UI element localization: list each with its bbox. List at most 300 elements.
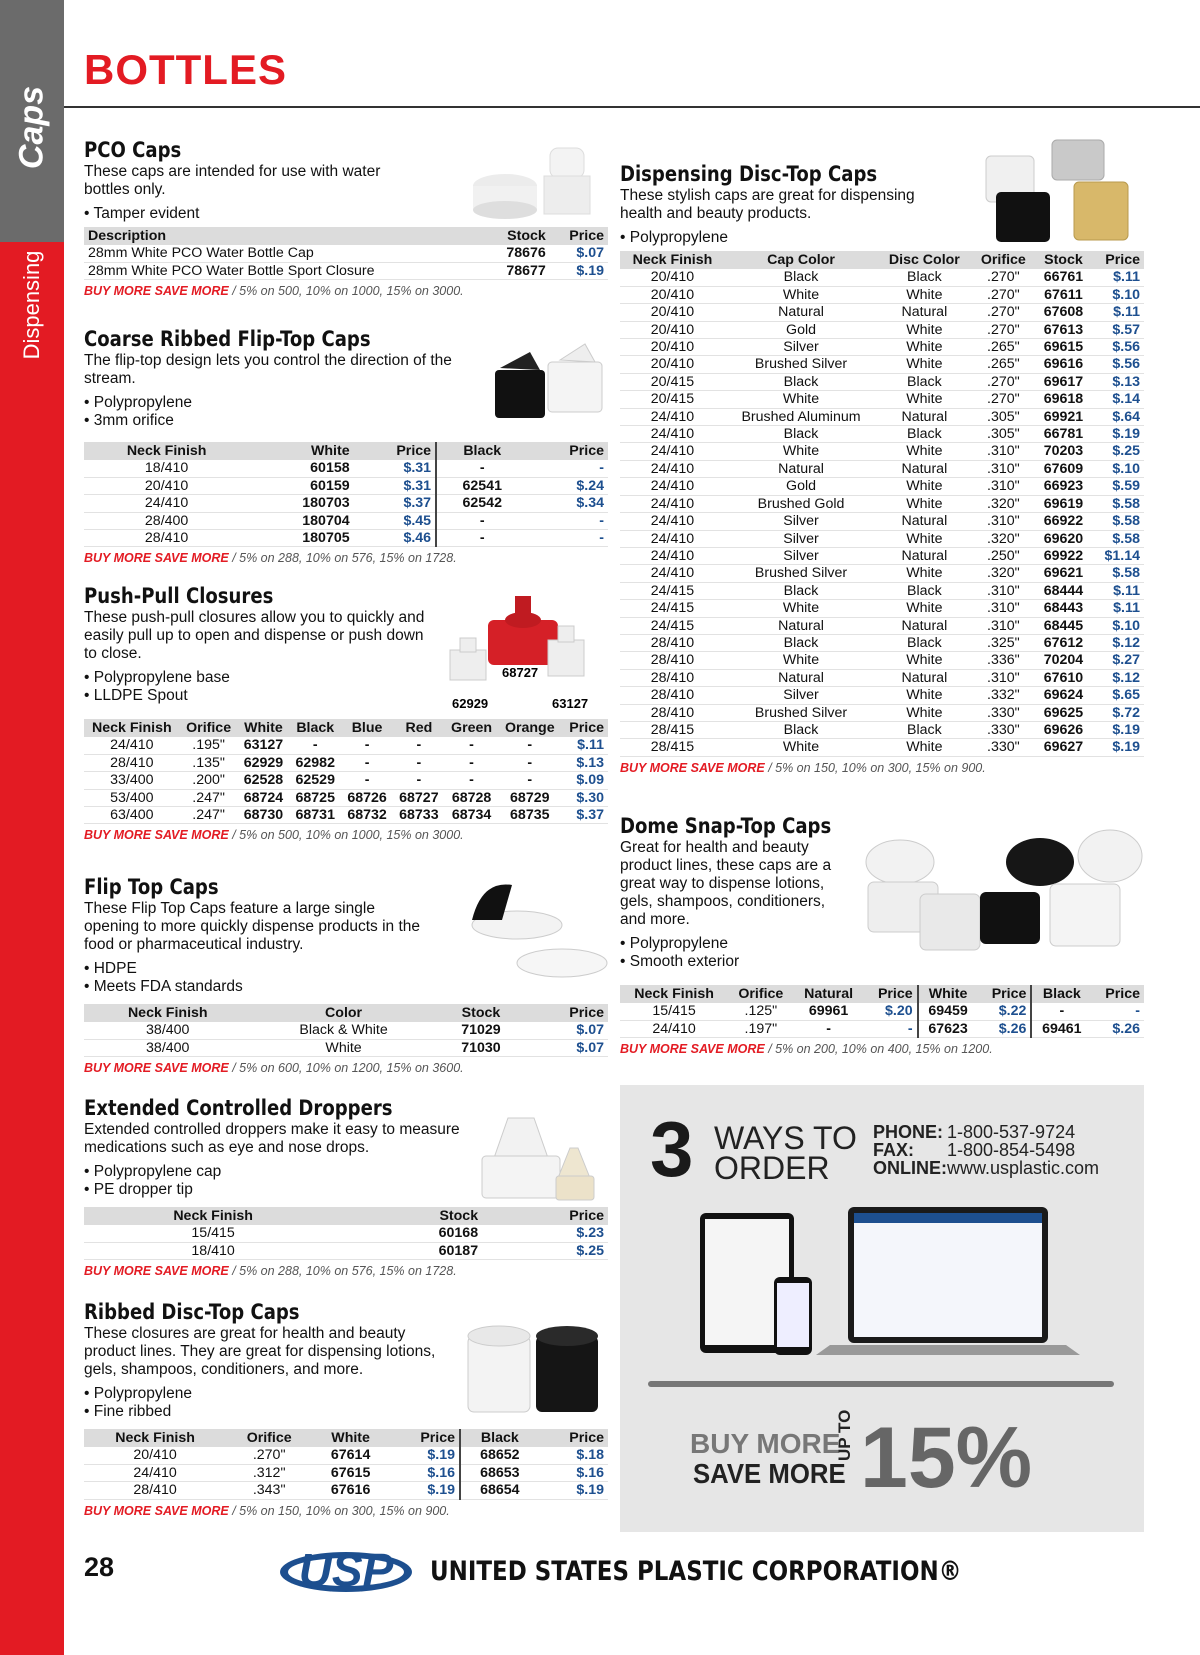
table-cell: 60159 bbox=[249, 477, 353, 494]
table-cell: 28/410 bbox=[620, 704, 725, 721]
table-cell: $.56 bbox=[1092, 356, 1144, 373]
save-more-text: SAVE MORE bbox=[690, 1042, 765, 1057]
table-cell: 68729 bbox=[498, 789, 561, 806]
table-row bbox=[84, 1225, 608, 1242]
table-cell: 18/410 bbox=[84, 1242, 342, 1259]
table-cell: 20/415 bbox=[620, 391, 725, 408]
column-header: Red bbox=[393, 719, 445, 737]
side-tab-caps-label: Caps bbox=[12, 85, 51, 170]
table-header-row bbox=[84, 442, 608, 460]
table-header-row bbox=[84, 1429, 608, 1447]
table-row bbox=[84, 1482, 608, 1499]
discount-terms: 5% on 150, 10% on 300, 15% on 900. bbox=[239, 1503, 450, 1518]
table-row bbox=[84, 1039, 608, 1056]
phone-number[interactable]: 1-800-537-9724 bbox=[947, 1122, 1076, 1142]
promo-buy-more: BUY MORE bbox=[690, 1428, 841, 1459]
table-cell: Silver bbox=[725, 687, 877, 704]
table-cell: 18/410 bbox=[84, 460, 249, 477]
table-row bbox=[620, 721, 1144, 738]
usp-logo-text: USP bbox=[298, 1544, 394, 1596]
save-more-text: SAVE MORE bbox=[154, 1503, 229, 1518]
table-cell: $.11 bbox=[1092, 582, 1144, 599]
table-cell: White bbox=[877, 356, 972, 373]
table-cell: 20/410 bbox=[620, 321, 725, 338]
phone-label: PHONE: bbox=[873, 1122, 944, 1142]
table-cell: .312" bbox=[226, 1464, 312, 1481]
table-cell: Gold bbox=[725, 478, 877, 495]
table-cell: White bbox=[877, 339, 972, 356]
table-cell: - bbox=[498, 754, 561, 771]
table-cell: $.24 bbox=[527, 477, 608, 494]
table-cell: $.19 bbox=[550, 262, 608, 279]
table-header-row bbox=[620, 251, 1144, 269]
table-cell: $.14 bbox=[1092, 391, 1144, 408]
table-cell: 69621 bbox=[1035, 565, 1092, 582]
devices-illustration bbox=[700, 1205, 1080, 1365]
table-row bbox=[84, 1464, 608, 1481]
table-cell: 66923 bbox=[1035, 478, 1092, 495]
table-cell: 69459 bbox=[918, 1003, 978, 1020]
header-divider bbox=[64, 106, 1200, 108]
pco-caps-image bbox=[460, 138, 610, 222]
table-cell: Natural bbox=[725, 460, 877, 477]
table-cell: 28/415 bbox=[620, 739, 725, 756]
table-cell: Natural bbox=[877, 304, 972, 321]
table-cell: 24/415 bbox=[620, 617, 725, 634]
table-cell: 62541 bbox=[436, 477, 527, 494]
table-cell: 69961 bbox=[794, 1003, 864, 1020]
table-cell: 70204 bbox=[1035, 652, 1092, 669]
buy-more-text: BUY MORE bbox=[84, 1264, 152, 1279]
table-cell: White bbox=[877, 565, 972, 582]
table-cell: 62542 bbox=[436, 495, 527, 512]
table-cell: White bbox=[877, 530, 972, 547]
ways-line-1: WAYS TO bbox=[714, 1120, 857, 1156]
bullet-item: • Polypropylene bbox=[84, 1385, 192, 1402]
column-header: Price bbox=[354, 442, 436, 460]
table-row bbox=[84, 262, 608, 279]
table-cell: 66761 bbox=[1035, 269, 1092, 286]
table-cell: - bbox=[436, 530, 527, 547]
table-cell: 28mm White PCO Water Bottle Sport Closure bbox=[84, 262, 485, 279]
table-row bbox=[620, 634, 1144, 651]
image-label-62929: 62929 bbox=[452, 696, 489, 710]
table-cell: $.64 bbox=[1092, 408, 1144, 425]
table-cell: 28/400 bbox=[84, 512, 249, 529]
table-cell: 28/410 bbox=[620, 669, 725, 686]
section-title: Dome Snap-Top Caps bbox=[620, 814, 832, 838]
table-cell: White bbox=[877, 600, 972, 617]
table-cell: Black & White bbox=[252, 1022, 436, 1039]
table-row bbox=[84, 512, 608, 529]
table-cell: 60158 bbox=[249, 460, 353, 477]
table-cell: $.13 bbox=[1092, 373, 1144, 390]
section-description: Extended controlled droppers make it easy to measure medications such as eye and nose drops. bbox=[84, 1121, 460, 1156]
table-cell: Black bbox=[877, 721, 972, 738]
contact-info bbox=[873, 1123, 1099, 1177]
table-cell: 28/410 bbox=[620, 652, 725, 669]
table-row bbox=[84, 495, 608, 512]
table-cell: 180703 bbox=[249, 495, 353, 512]
table-row bbox=[620, 687, 1144, 704]
table-cell: 24/410 bbox=[84, 737, 180, 754]
table-cell: Natural bbox=[877, 513, 972, 530]
table-row bbox=[620, 669, 1144, 686]
table-cell: 24/410 bbox=[620, 478, 725, 495]
buy-more-text: BUY MORE bbox=[84, 284, 152, 299]
flip-top-image bbox=[462, 875, 610, 985]
table-cell: 69922 bbox=[1035, 547, 1092, 564]
table-cell: $.10 bbox=[1092, 286, 1144, 303]
column-header: Orifice bbox=[226, 1429, 312, 1447]
table-cell: .135" bbox=[180, 754, 238, 771]
discount-note bbox=[620, 1042, 1144, 1056]
table-cell: .310" bbox=[972, 460, 1035, 477]
divider-bar bbox=[648, 1381, 1114, 1387]
slash: / bbox=[228, 1061, 240, 1076]
table-cell: $.46 bbox=[354, 530, 436, 547]
table-cell: Black bbox=[877, 373, 972, 390]
table-cell: Natural bbox=[877, 547, 972, 564]
table-cell: 67608 bbox=[1035, 304, 1092, 321]
column-header: Orifice bbox=[972, 251, 1035, 269]
table-cell: .270" bbox=[972, 391, 1035, 408]
table-cell: .320" bbox=[972, 495, 1035, 512]
table-cell: Brushed Silver bbox=[725, 565, 877, 582]
table-cell: Natural bbox=[877, 669, 972, 686]
table-row bbox=[620, 443, 1144, 460]
bullet-item: • Polypropylene bbox=[620, 935, 728, 952]
table-cell: $1.14 bbox=[1092, 547, 1144, 564]
promo-up-to: UP TO bbox=[835, 1409, 854, 1461]
push-pull-image bbox=[440, 590, 610, 710]
table-cell: .247" bbox=[180, 807, 238, 824]
table-cell: 60187 bbox=[342, 1242, 482, 1259]
table-cell: .265" bbox=[972, 356, 1035, 373]
column-header: Stock bbox=[485, 227, 550, 245]
table-cell: - bbox=[527, 512, 608, 529]
table-row bbox=[84, 1242, 608, 1259]
table-cell: White bbox=[725, 652, 877, 669]
table-cell: - bbox=[794, 1020, 864, 1037]
table-cell: - bbox=[1031, 1003, 1091, 1020]
table-cell: 24/415 bbox=[620, 582, 725, 599]
table-cell: $.19 bbox=[389, 1482, 460, 1499]
section-title: Flip Top Caps bbox=[84, 875, 219, 899]
table-row bbox=[84, 754, 608, 771]
table-cell: $.34 bbox=[527, 495, 608, 512]
table-cell: 67616 bbox=[312, 1482, 389, 1499]
column-header: Orifice bbox=[180, 719, 238, 737]
table-cell: 78677 bbox=[485, 262, 550, 279]
save-more-text: SAVE MORE bbox=[154, 1264, 229, 1279]
table-cell: $.65 bbox=[1092, 687, 1144, 704]
table-cell: 24/410 bbox=[84, 495, 249, 512]
table-cell: White bbox=[877, 321, 972, 338]
online-label: ONLINE: bbox=[873, 1158, 947, 1178]
table-cell: $.58 bbox=[1092, 530, 1144, 547]
page-number: 28 bbox=[84, 1552, 115, 1582]
table-cell: $.07 bbox=[526, 1039, 608, 1056]
table-row bbox=[620, 1003, 1144, 1020]
table-cell: $.25 bbox=[1092, 443, 1144, 460]
column-header: Color bbox=[252, 1004, 436, 1022]
table-cell: 38/400 bbox=[84, 1039, 252, 1056]
table-cell: $.45 bbox=[354, 512, 436, 529]
table-cell: 24/410 bbox=[620, 565, 725, 582]
save-more-text: SAVE MORE bbox=[154, 1061, 229, 1076]
table-cell: Natural bbox=[725, 617, 877, 634]
table-cell: 62528 bbox=[238, 772, 290, 789]
table-row bbox=[84, 789, 608, 806]
discount-note bbox=[84, 551, 610, 565]
disc-top-image bbox=[982, 134, 1144, 250]
bullet-item: • Polypropylene base bbox=[84, 669, 230, 686]
section-description: These caps are intended for use with water bottles only. bbox=[84, 163, 381, 198]
table-cell: - bbox=[341, 737, 393, 754]
table-cell: $.11 bbox=[1092, 600, 1144, 617]
table-cell: 68727 bbox=[393, 789, 445, 806]
table-cell: Black bbox=[877, 634, 972, 651]
table-cell: $.19 bbox=[539, 1482, 608, 1499]
table-cell: 67623 bbox=[918, 1020, 978, 1037]
table-cell: 15/415 bbox=[620, 1003, 728, 1020]
table-cell: 67614 bbox=[312, 1447, 389, 1464]
table-cell: 66781 bbox=[1035, 426, 1092, 443]
table-row bbox=[620, 600, 1144, 617]
discount-note bbox=[84, 1061, 610, 1075]
bullet-item: • Polypropylene cap bbox=[84, 1163, 222, 1180]
table-cell: $.23 bbox=[482, 1225, 608, 1242]
table-cell: $.58 bbox=[1092, 495, 1144, 512]
discount-note bbox=[84, 284, 610, 298]
buy-more-text: BUY MORE bbox=[84, 1503, 152, 1518]
section-title: Push-Pull Closures bbox=[84, 584, 274, 608]
table-cell: 28/410 bbox=[620, 687, 725, 704]
table-cell: - bbox=[436, 512, 527, 529]
table-cell: 24/410 bbox=[620, 547, 725, 564]
bullet-item: • Polypropylene bbox=[620, 229, 728, 246]
coarse-ribbed-table bbox=[84, 442, 608, 547]
table-cell: Brushed Aluminum bbox=[725, 408, 877, 425]
table-cell: 68733 bbox=[393, 807, 445, 824]
table-row bbox=[620, 478, 1144, 495]
table-cell: White bbox=[725, 600, 877, 617]
section-description: These Flip Top Caps feature a large single opening to more quickly dispense products in the food or pharmaceutical industry. bbox=[84, 900, 421, 953]
table-cell: .310" bbox=[972, 582, 1035, 599]
bullet-item: • Smooth exterior bbox=[620, 953, 740, 970]
table-row bbox=[620, 565, 1144, 582]
table-cell: $.11 bbox=[561, 737, 608, 754]
table-row bbox=[620, 582, 1144, 599]
dome-snap-table bbox=[620, 985, 1144, 1038]
section-description: These closures are great for health and beauty product lines. They are great for dispensing lotions, gels, shampoos, conditioners, and more. bbox=[84, 1325, 436, 1378]
column-header: Black bbox=[436, 442, 527, 460]
table-cell: $.58 bbox=[1092, 513, 1144, 530]
table-cell: $.10 bbox=[1092, 460, 1144, 477]
table-cell: $.20 bbox=[864, 1003, 918, 1020]
table-cell: 69617 bbox=[1035, 373, 1092, 390]
promo-save-more: SAVE MORE bbox=[693, 1458, 846, 1489]
column-header: Neck Finish bbox=[84, 719, 180, 737]
section-title: PCO Caps bbox=[84, 138, 182, 162]
table-row bbox=[620, 739, 1144, 756]
table-cell: White bbox=[877, 286, 972, 303]
column-header: Price bbox=[482, 1207, 608, 1225]
table-cell: .310" bbox=[972, 443, 1035, 460]
column-header: Stock bbox=[436, 1004, 527, 1022]
table-row bbox=[620, 513, 1144, 530]
table-cell: White bbox=[252, 1039, 436, 1056]
section-dispensing-disc bbox=[620, 162, 1144, 775]
bullet-item: • Fine ribbed bbox=[84, 1403, 172, 1420]
table-cell: 20/410 bbox=[620, 286, 725, 303]
discount-note bbox=[84, 828, 610, 842]
table-cell: 38/400 bbox=[84, 1022, 252, 1039]
table-cell: 69626 bbox=[1035, 721, 1092, 738]
slash: / bbox=[228, 828, 240, 843]
table-cell: .270" bbox=[972, 269, 1035, 286]
column-header: White bbox=[918, 985, 978, 1003]
table-row bbox=[84, 772, 608, 789]
column-header: Neck Finish bbox=[620, 251, 725, 269]
column-header: Black bbox=[460, 1429, 539, 1447]
bullet-item: • Tamper evident bbox=[84, 205, 200, 222]
table-cell: 68726 bbox=[341, 789, 393, 806]
table-cell: - bbox=[341, 772, 393, 789]
table-cell: Silver bbox=[725, 547, 877, 564]
table-cell: .310" bbox=[972, 600, 1035, 617]
table-cell: 69618 bbox=[1035, 391, 1092, 408]
table-cell: 68728 bbox=[445, 789, 499, 806]
website-link[interactable]: www.usplastic.com bbox=[947, 1158, 1100, 1178]
buy-more-text: BUY MORE bbox=[84, 828, 152, 843]
table-cell: $.30 bbox=[561, 789, 608, 806]
table-cell: White bbox=[877, 495, 972, 512]
table-cell: 68444 bbox=[1035, 582, 1092, 599]
discount-terms: 5% on 288, 10% on 576, 15% on 1728. bbox=[239, 551, 457, 566]
column-header: White bbox=[312, 1429, 389, 1447]
table-cell: .310" bbox=[972, 617, 1035, 634]
table-cell: $.37 bbox=[561, 807, 608, 824]
table-cell: 15/415 bbox=[84, 1225, 342, 1242]
slash: / bbox=[228, 551, 240, 566]
table-cell: 20/410 bbox=[620, 339, 725, 356]
bullet-item: • HDPE bbox=[84, 960, 137, 977]
bullet-item: • Meets FDA standards bbox=[84, 978, 243, 995]
table-cell: 24/410 bbox=[620, 530, 725, 547]
table-cell: 53/400 bbox=[84, 789, 180, 806]
table-row bbox=[620, 495, 1144, 512]
table-cell: 28/410 bbox=[84, 530, 249, 547]
column-header: Cap Color bbox=[725, 251, 877, 269]
ways-heading bbox=[714, 1120, 857, 1186]
table-cell: 62929 bbox=[238, 754, 290, 771]
column-header: Neck Finish bbox=[84, 1004, 252, 1022]
table-cell: 20/410 bbox=[84, 1447, 226, 1464]
side-tab-dispensing-label: Dispensing bbox=[19, 250, 44, 360]
column-header: Price bbox=[550, 227, 608, 245]
section-title: Coarse Ribbed Flip-Top Caps bbox=[84, 327, 371, 351]
table-cell: 71030 bbox=[436, 1039, 527, 1056]
table-header-row bbox=[84, 1004, 608, 1022]
discount-note bbox=[84, 1264, 610, 1278]
table-cell: 28/410 bbox=[620, 634, 725, 651]
table-cell: - bbox=[864, 1020, 918, 1037]
table-cell: White bbox=[877, 443, 972, 460]
table-cell: $.12 bbox=[1092, 669, 1144, 686]
side-tab-dispensing bbox=[0, 242, 64, 1655]
discount-note bbox=[84, 1504, 610, 1518]
table-cell: 69619 bbox=[1035, 495, 1092, 512]
table-cell: 20/410 bbox=[84, 477, 249, 494]
table-row bbox=[620, 373, 1144, 390]
table-cell: Black bbox=[725, 426, 877, 443]
column-header: Price bbox=[864, 985, 918, 1003]
column-header: Black bbox=[289, 719, 341, 737]
table-cell: .305" bbox=[972, 426, 1035, 443]
table-cell: - bbox=[527, 530, 608, 547]
table-cell: $.07 bbox=[526, 1022, 608, 1039]
buy-more-text: BUY MORE bbox=[84, 1061, 152, 1076]
table-cell: .270" bbox=[972, 286, 1035, 303]
table-cell: 24/410 bbox=[84, 1464, 226, 1481]
table-header-row bbox=[84, 227, 608, 245]
table-cell: White bbox=[877, 478, 972, 495]
table-cell: Brushed Gold bbox=[725, 495, 877, 512]
column-header: Price bbox=[977, 985, 1031, 1003]
table-cell: 67615 bbox=[312, 1464, 389, 1481]
column-header: Price bbox=[539, 1429, 608, 1447]
table-cell: 60168 bbox=[342, 1225, 482, 1242]
table-cell: - bbox=[289, 737, 341, 754]
table-cell: - bbox=[445, 772, 499, 789]
table-cell: .330" bbox=[972, 739, 1035, 756]
table-cell: $.31 bbox=[354, 460, 436, 477]
table-cell: Black bbox=[877, 269, 972, 286]
table-cell: White bbox=[725, 286, 877, 303]
table-cell: 69625 bbox=[1035, 704, 1092, 721]
table-row bbox=[84, 1447, 608, 1464]
table-row bbox=[84, 737, 608, 754]
slash: / bbox=[228, 1264, 240, 1279]
table-cell: White bbox=[877, 652, 972, 669]
table-cell: - bbox=[393, 754, 445, 771]
column-header: White bbox=[238, 719, 290, 737]
buy-more-text: BUY MORE bbox=[620, 760, 688, 775]
table-row bbox=[620, 269, 1144, 286]
table-cell: 68654 bbox=[460, 1482, 539, 1499]
bullet-item: • 3mm orifice bbox=[84, 412, 174, 429]
table-cell: 20/410 bbox=[620, 356, 725, 373]
table-cell: 67610 bbox=[1035, 669, 1092, 686]
bullet-item: • LLDPE Spout bbox=[84, 687, 188, 704]
table-cell: 24/410 bbox=[620, 495, 725, 512]
bullet-item: • Polypropylene bbox=[84, 394, 192, 411]
table-cell: - bbox=[341, 754, 393, 771]
table-cell: - bbox=[498, 772, 561, 789]
table-cell: 69624 bbox=[1035, 687, 1092, 704]
table-cell: $.09 bbox=[561, 772, 608, 789]
table-cell: 67613 bbox=[1035, 321, 1092, 338]
column-header: Price bbox=[527, 442, 608, 460]
table-cell: 28/410 bbox=[84, 754, 180, 771]
table-cell: $.26 bbox=[977, 1020, 1031, 1037]
ways-number: 3 bbox=[650, 1105, 694, 1193]
table-cell: White bbox=[877, 704, 972, 721]
table-cell: Brushed Silver bbox=[725, 356, 877, 373]
table-cell: - bbox=[1091, 1003, 1144, 1020]
